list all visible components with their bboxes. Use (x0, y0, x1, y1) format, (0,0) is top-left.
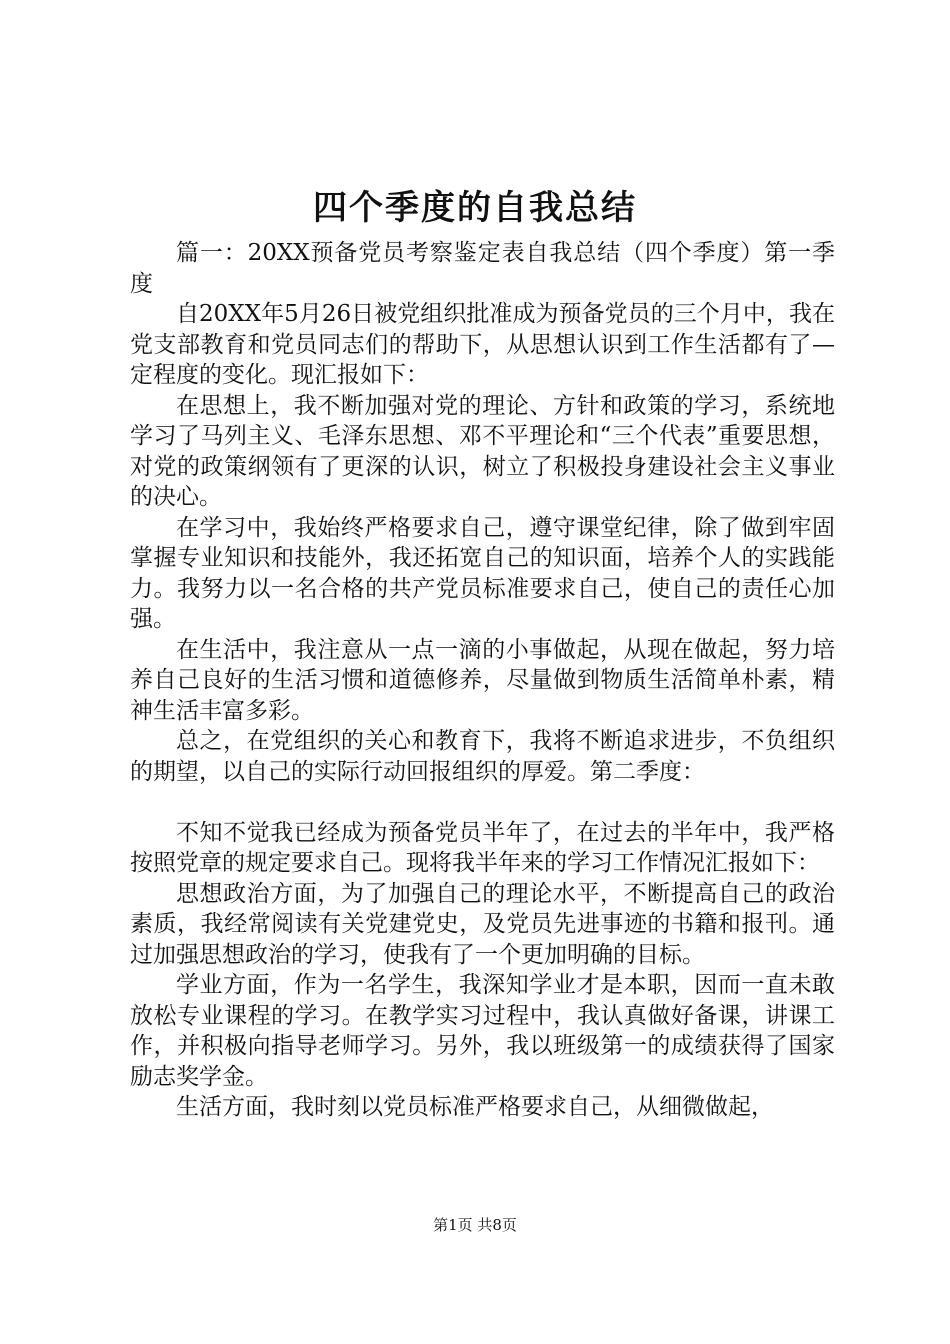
paragraph-2: 自20XX年5月26日被党组织批准成为预备党员的三个月中，我在党支部教育和党员同志们的帮助下，从思想认识到工作生活都有了—定程度的变化。现汇报如下： (130, 301, 835, 388)
page-footer: 第1页 共8页 (433, 1216, 517, 1234)
paragraph-spacer (130, 787, 835, 818)
paragraph-6: 总之，在党组织的关心和教育下，我将不断追求进步，不负组织的期望，以自己的实际行动回报组织的厚爱。第二季度： (130, 728, 835, 785)
paragraph-3: 在思想上，我不断加强对党的理论、方针和政策的学习，系统地学习了马列主义、毛泽东思想、邓不平理论和“三个代表”重要思想，对党的政策纲领有了更深的认识，树立了积极投身建设社会主义事业的决心。 (130, 392, 835, 510)
document-body (130, 238, 835, 1123)
paragraph-1: 篇一：20XX预备党员考察鉴定表自我总结（四个季度）第一季度 (130, 240, 835, 297)
paragraph-10: 生活方面，我时刻以党员标准严格要求自己，从细微做起， (176, 1094, 774, 1120)
paragraph-9: 学业方面，作为一名学生，我深知学业才是本职，因而一直未敢放松专业课程的学习。在教学实习过程中，我认真做好备课，讲课工作，并积极向指导老师学习。另外，我以班级第一的成绩获得了国家励志奖学金。 (130, 972, 835, 1090)
paragraph-5: 在生活中，我注意从一点一滴的小事做起，从现在做起，努力培养自己良好的生活习惯和道德修养，尽量做到物质生活简单朴素，精神生活丰富多彩。 (130, 636, 835, 724)
paragraph-7: 不知不觉我已经成为预备党员半年了，在过去的半年中，我严格按照党章的规定要求自己。现将我半年来的学习工作情况汇报如下： (130, 819, 835, 876)
document-title: 四个季度的自我总结 (313, 188, 637, 228)
paragraph-8: 思想政治方面，为了加强自己的理论水平，不断提高自己的政治素质，我经常阅读有关党建党史，及党员先进事迹的书籍和报刊。通过加强思想政治的学习，使我有了一个更加明确的目标。 (130, 880, 835, 968)
paragraph-4: 在学习中，我始终严格要求自己，遵守课堂纪律，除了做到牢固掌握专业知识和技能外，我还拓宽自己的知识面，培养个人的实践能力。我努力以一名合格的共产党员标准要求自己，使自己的责任心加强。 (130, 514, 835, 632)
